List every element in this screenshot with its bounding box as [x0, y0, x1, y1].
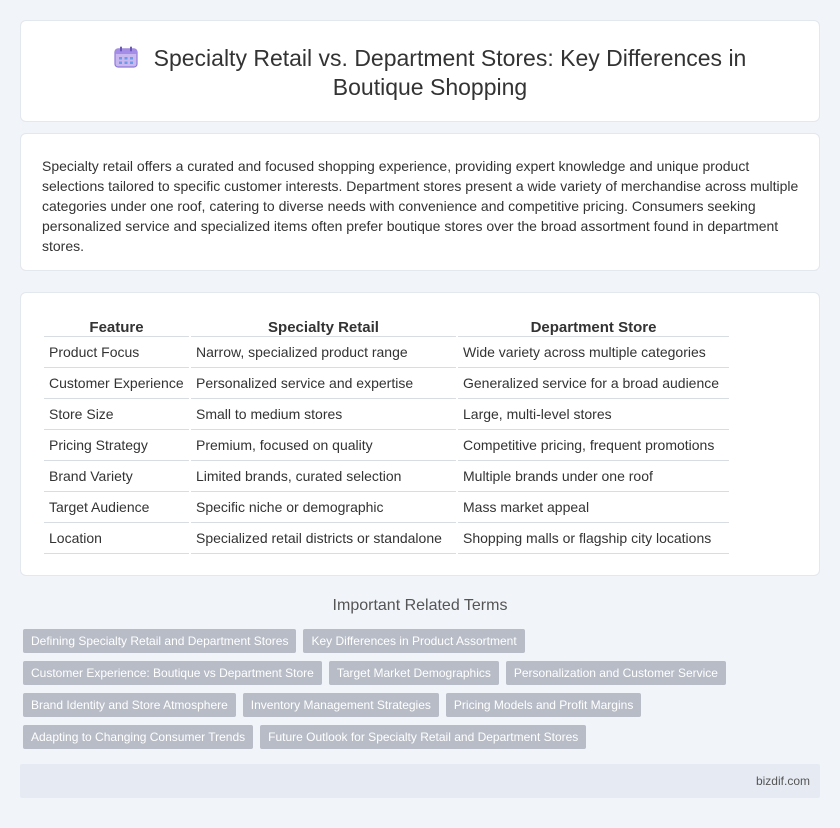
- footer: [20, 764, 820, 798]
- table-cell: Limited brands, curated selection: [191, 461, 456, 492]
- table-cell: Generalized service for a broad audience: [458, 368, 729, 399]
- related-term-tag[interactable]: Customer Experience: Boutique vs Department Store: [23, 661, 322, 685]
- related-term-tag[interactable]: Future Outlook for Specialty Retail and Department Stores: [260, 725, 586, 749]
- column-header: Feature: [44, 315, 189, 337]
- table-cell: Personalized service and expertise: [191, 368, 456, 399]
- table-cell: Pricing Strategy: [44, 430, 189, 461]
- table-row: [44, 368, 729, 399]
- column-header: Department Store: [458, 315, 729, 337]
- table-header-row: [44, 315, 729, 337]
- table-cell: Product Focus: [44, 337, 189, 368]
- footer-site: bizdif.com: [755, 774, 810, 788]
- table-row: [44, 461, 729, 492]
- tag-row: [23, 725, 763, 749]
- tag-row: [23, 629, 763, 653]
- table-cell: Competitive pricing, frequent promotions: [458, 430, 729, 461]
- table-cell: Premium, focused on quality: [191, 430, 456, 461]
- table-cell: Specialized retail districts or standalone: [191, 523, 456, 554]
- table-cell: Specific niche or demographic: [191, 492, 456, 523]
- comparison-table: [42, 315, 731, 554]
- related-term-tag[interactable]: Target Market Demographics: [329, 661, 499, 685]
- intro-card: [20, 133, 820, 271]
- related-term-tag[interactable]: Pricing Models and Profit Margins: [446, 693, 641, 717]
- table-cell: Small to medium stores: [191, 399, 456, 430]
- intro-paragraph: Specialty retail offers a curated and focused shopping experience, providing expert knowledge and unique product selections tailored to specific customer interests. Department stores present a wide variety of merchandise across multiple categories under one roof, catering to diverse needs with convenience and competitive pricing. Consumers seeking personalized service and specialized items often prefer boutique stores over the broad assortment found in department stores.: [42, 158, 799, 254]
- related-term-tag[interactable]: Key Differences in Product Assortment: [303, 629, 524, 653]
- table-cell: Multiple brands under one roof: [458, 461, 729, 492]
- table-row: [44, 337, 729, 368]
- table-row: [44, 399, 729, 430]
- related-terms-tags: [23, 629, 763, 757]
- table-cell: Mass market appeal: [458, 492, 729, 523]
- table-cell: Wide variety across multiple categories: [458, 337, 729, 368]
- table-cell: Location: [44, 523, 189, 554]
- page-title: Specialty Retail vs. Department Stores: Key Differences in Boutique Shopping: [153, 45, 747, 100]
- table-cell: Brand Variety: [44, 461, 189, 492]
- table-cell: Customer Experience: [44, 368, 189, 399]
- table-cell: Narrow, specialized product range: [191, 337, 456, 368]
- related-term-tag[interactable]: Brand Identity and Store Atmosphere: [23, 693, 236, 717]
- table-cell: Shopping malls or flagship city locations: [458, 523, 729, 554]
- comparison-table-card: [20, 292, 820, 576]
- table-cell: Store Size: [44, 399, 189, 430]
- table-cell: Large, multi-level stores: [458, 399, 729, 430]
- related-term-tag[interactable]: Adapting to Changing Consumer Trends: [23, 725, 253, 749]
- related-terms-title: Important Related Terms: [332, 597, 508, 614]
- table-row: [44, 523, 729, 554]
- table-row: [44, 430, 729, 461]
- related-term-tag[interactable]: Personalization and Customer Service: [506, 661, 726, 685]
- header-card: [20, 20, 820, 122]
- page-title-wrap: [81, 44, 779, 102]
- tag-row: [23, 693, 763, 717]
- related-term-tag[interactable]: Inventory Management Strategies: [243, 693, 439, 717]
- related-term-tag[interactable]: Defining Specialty Retail and Department Stores: [23, 629, 296, 653]
- table-cell: Target Audience: [44, 492, 189, 523]
- column-header: Specialty Retail: [191, 315, 456, 337]
- calendar-icon: [114, 46, 138, 68]
- tag-row: [23, 661, 763, 685]
- table-row: [44, 492, 729, 523]
